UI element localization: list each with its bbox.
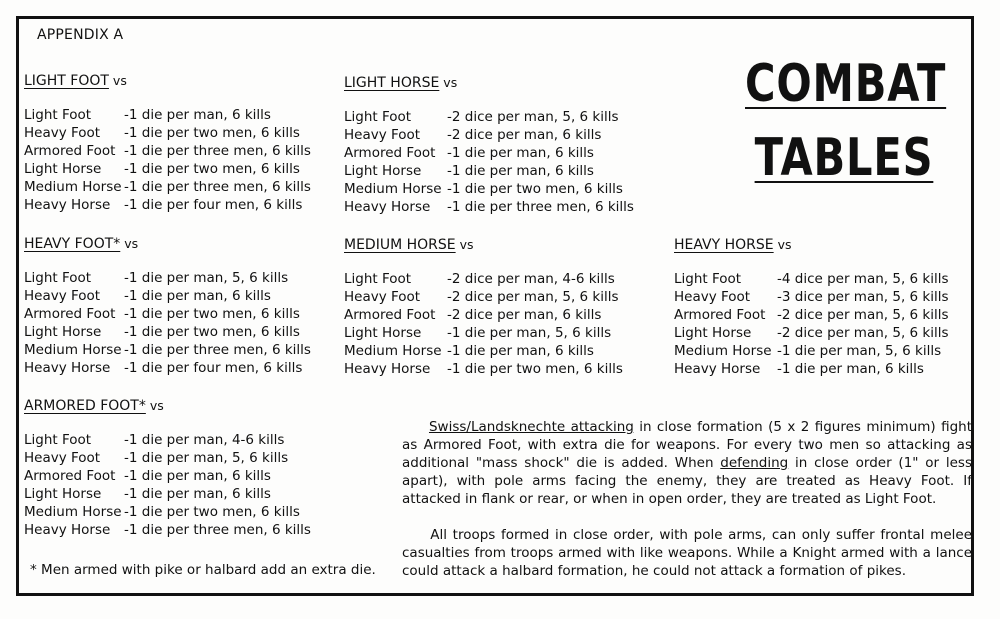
combat-result: -1 die per two men, 6 kills	[124, 324, 300, 340]
table-heading-vs: vs	[145, 398, 164, 413]
table-row	[344, 324, 623, 342]
table-row	[24, 178, 311, 196]
opponent-unit: Armored Foot	[344, 307, 436, 323]
opponent-unit: Light Foot	[344, 109, 412, 125]
table-row	[344, 270, 623, 288]
opponent-unit: Heavy Foot	[24, 125, 101, 141]
combat-result: -1 die per two men, 6 kills	[124, 306, 300, 322]
table-heading-title: HEAVY HORSE	[674, 237, 774, 253]
table-row	[674, 306, 949, 324]
combat-result: -1 die per man, 6 kills	[447, 145, 594, 161]
opponent-unit: Medium Horse	[344, 343, 442, 359]
page-title	[745, 52, 946, 190]
opponent-unit: Armored Foot	[24, 468, 116, 484]
opponent-unit: Heavy Foot	[24, 450, 101, 466]
table-heading-vs: vs	[455, 237, 474, 252]
table-row	[24, 124, 311, 142]
combat-result: -1 die per two men, 6 kills	[124, 161, 300, 177]
note-pole-arms	[402, 526, 972, 580]
table-row	[24, 485, 311, 503]
table-row	[344, 360, 623, 378]
opponent-unit: Medium Horse	[674, 343, 772, 359]
table-row	[674, 270, 949, 288]
table-heading-title: MEDIUM HORSE	[344, 237, 456, 253]
opponent-unit: Heavy Horse	[344, 361, 431, 377]
combat-result: -2 dice per man, 5, 6 kills	[447, 289, 619, 305]
footnote: * Men armed with pike or halbard add an extra die.	[30, 562, 376, 578]
table-row	[674, 324, 949, 342]
note-swiss-landsknechte	[402, 418, 972, 508]
table-row	[344, 144, 634, 162]
table-row	[24, 269, 311, 287]
table-row	[24, 287, 311, 305]
table-row	[674, 360, 949, 378]
table-row	[344, 180, 634, 198]
combat-result: -1 die per three men, 6 kills	[124, 179, 311, 195]
opponent-unit: Light Foot	[24, 432, 92, 448]
table-heading	[344, 236, 623, 254]
table-row	[24, 323, 311, 341]
opponent-unit: Heavy Foot	[344, 127, 421, 143]
opponent-unit: Heavy Foot	[24, 288, 101, 304]
combat-result: -1 die per two men, 6 kills	[447, 181, 623, 197]
table-row	[24, 503, 311, 521]
table-heading	[24, 397, 311, 415]
opponent-unit: Medium Horse	[24, 504, 122, 520]
combat-result: -1 die per man, 6 kills	[447, 163, 594, 179]
table-row	[674, 288, 949, 306]
opponent-unit: Armored Foot	[344, 145, 436, 161]
opponent-unit: Light Foot	[674, 271, 742, 287]
table-row	[24, 521, 311, 539]
opponent-unit: Light Horse	[24, 324, 102, 340]
table-armored-foot	[24, 397, 311, 539]
combat-result: -1 die per three men, 6 kills	[124, 143, 311, 159]
table-row	[24, 142, 311, 160]
combat-result: -1 die per man, 6 kills	[124, 468, 271, 484]
opponent-unit: Armored Foot	[24, 143, 116, 159]
opponent-unit: Light Horse	[344, 163, 422, 179]
table-row	[344, 126, 634, 144]
note-underline-defending: defending	[720, 455, 789, 471]
table-heading-vs: vs	[439, 75, 458, 90]
table-row	[24, 160, 311, 178]
note-text-2: in close order (1" or less apart), with pole arms facing the enemy, they are treated as Heavy Foot. If attacked in flank or rear, or when in open order, they are treated as Light Foot.	[402, 455, 972, 507]
table-heading	[24, 72, 311, 90]
combat-result: -2 dice per man, 5, 6 kills	[777, 325, 949, 341]
combat-result: -1 die per two men, 6 kills	[124, 504, 300, 520]
appendix-label: APPENDIX A	[37, 27, 124, 43]
combat-result: -1 die per man, 5, 6 kills	[124, 450, 289, 466]
title-line-2: TABLES	[754, 128, 934, 188]
table-light-foot	[24, 72, 311, 214]
combat-result: -3 dice per man, 5, 6 kills	[777, 289, 949, 305]
combat-result: -1 die per man, 5, 6 kills	[447, 325, 612, 341]
opponent-unit: Heavy Foot	[674, 289, 751, 305]
table-heading	[344, 74, 634, 92]
opponent-unit: Medium Horse	[24, 342, 122, 358]
combat-result: -1 die per man, 6 kills	[124, 107, 271, 123]
opponent-unit: Heavy Horse	[344, 199, 431, 215]
table-heading	[24, 235, 311, 253]
combat-result: -4 dice per man, 5, 6 kills	[777, 271, 949, 287]
table-heading-title: ARMORED FOOT*	[24, 398, 146, 414]
table-medium-horse	[344, 236, 623, 378]
combat-result: -1 die per man, 5, 6 kills	[777, 343, 942, 359]
table-heading-vs: vs	[773, 237, 792, 252]
combat-result: -1 die per three men, 6 kills	[124, 522, 311, 538]
opponent-unit: Light Foot	[24, 270, 92, 286]
title-line-1: COMBAT	[745, 54, 947, 114]
combat-result: -1 die per four men, 6 kills	[124, 197, 303, 213]
table-row	[24, 106, 311, 124]
table-row	[24, 305, 311, 323]
table-heading-title: LIGHT HORSE	[344, 75, 440, 91]
table-row	[344, 162, 634, 180]
opponent-unit: Armored Foot	[674, 307, 766, 323]
opponent-unit: Medium Horse	[24, 179, 122, 195]
table-row	[344, 342, 623, 360]
table-heading-vs: vs	[120, 236, 139, 251]
opponent-unit: Light Horse	[674, 325, 752, 341]
table-row	[344, 306, 623, 324]
combat-result: -1 die per man, 6 kills	[124, 288, 271, 304]
combat-result: -1 die per two men, 6 kills	[447, 361, 623, 377]
opponent-unit: Heavy Horse	[674, 361, 761, 377]
table-row	[24, 341, 311, 359]
note-pole-arms-text: All troops formed in close order, with pole arms, can only suffer frontal melee casualties from troops armed with like weapons. While a Knight armed with a lance could attack a halbard formation, he could not attack a formation of pikes.	[402, 527, 972, 579]
opponent-unit: Armored Foot	[24, 306, 116, 322]
note-underline-attacking: Swiss/Landsknechte attacking	[428, 419, 634, 435]
opponent-unit: Light Horse	[24, 486, 102, 502]
combat-result: -2 dice per man, 5, 6 kills	[447, 109, 619, 125]
combat-result: -2 dice per man, 4-6 kills	[447, 271, 615, 287]
opponent-unit: Light Horse	[24, 161, 102, 177]
opponent-unit: Light Foot	[24, 107, 92, 123]
opponent-unit: Heavy Foot	[344, 289, 421, 305]
opponent-unit: Heavy Horse	[24, 197, 111, 213]
table-heavy-foot	[24, 235, 311, 377]
combat-result: -2 dice per man, 6 kills	[447, 307, 602, 323]
combat-result: -1 die per three men, 6 kills	[124, 342, 311, 358]
combat-result: -2 dice per man, 5, 6 kills	[777, 307, 949, 323]
combat-result: -1 die per two men, 6 kills	[124, 125, 300, 141]
table-row	[344, 288, 623, 306]
table-heading-vs: vs	[108, 73, 127, 88]
opponent-unit: Light Foot	[344, 271, 412, 287]
opponent-unit: Medium Horse	[344, 181, 442, 197]
table-light-horse	[344, 74, 634, 216]
table-heading	[674, 236, 949, 254]
note-text-1: in close formation (5 x 2 figures minimum) fight as Armored Foot, with extra die for weapons. For every two men so attacking as additional "mass shock" die is added. When	[402, 419, 972, 471]
combat-result: -1 die per three men, 6 kills	[447, 199, 634, 215]
table-row	[24, 196, 311, 214]
table-row	[674, 342, 949, 360]
combat-result: -1 die per man, 5, 6 kills	[124, 270, 289, 286]
table-row	[344, 198, 634, 216]
table-row	[24, 449, 311, 467]
combat-result: -1 die per man, 6 kills	[447, 343, 594, 359]
table-heavy-horse	[674, 236, 949, 378]
table-row	[24, 359, 311, 377]
combat-result: -2 dice per man, 6 kills	[447, 127, 602, 143]
combat-result: -1 die per four men, 6 kills	[124, 360, 303, 376]
table-row	[344, 108, 634, 126]
table-heading-title: HEAVY FOOT*	[24, 236, 121, 252]
table-row	[24, 431, 311, 449]
opponent-unit: Heavy Horse	[24, 360, 111, 376]
table-heading-title: LIGHT FOOT	[24, 73, 109, 89]
opponent-unit: Light Horse	[344, 325, 422, 341]
combat-result: -1 die per man, 4-6 kills	[124, 432, 285, 448]
table-row	[24, 467, 311, 485]
combat-result: -1 die per man, 6 kills	[124, 486, 271, 502]
opponent-unit: Heavy Horse	[24, 522, 111, 538]
combat-result: -1 die per man, 6 kills	[777, 361, 924, 377]
